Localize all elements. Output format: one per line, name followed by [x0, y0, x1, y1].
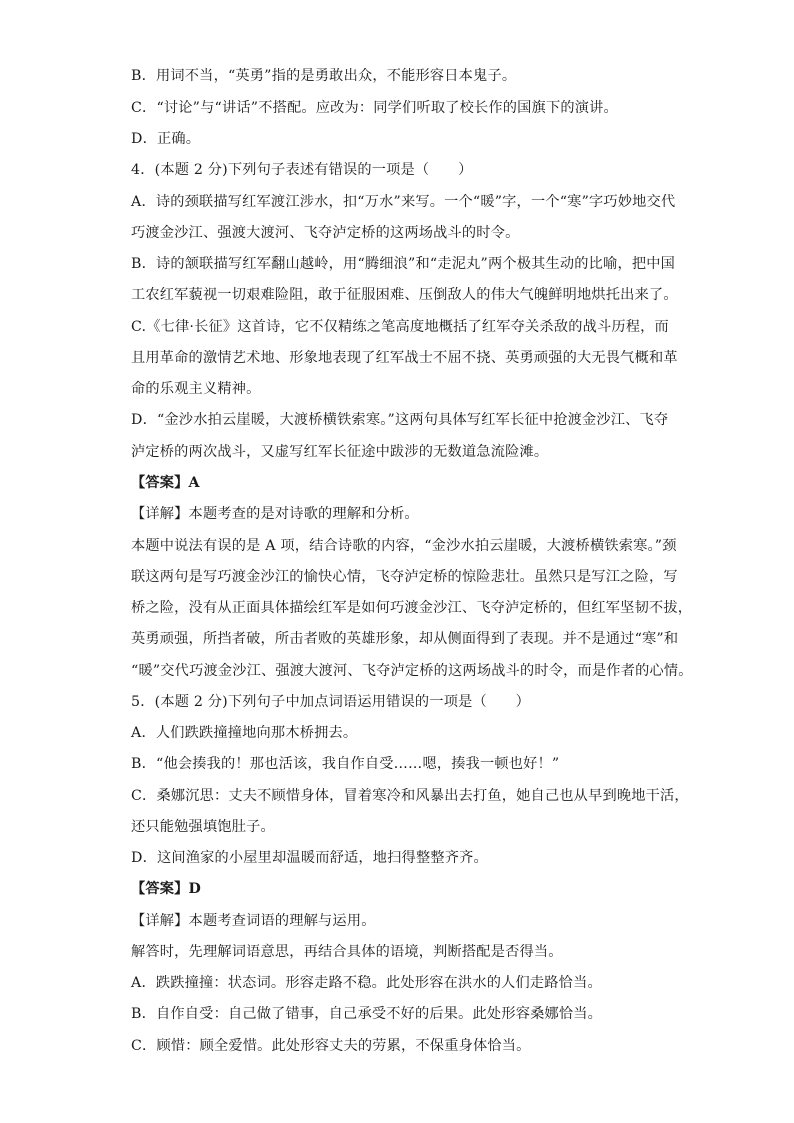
q4-explanation-line-1: 本题中说法有误的是 A 项，结合诗歌的内容，“金沙水拍云崖暖，大渡桥横铁索寒。”颈: [131, 538, 677, 554]
q5-explanation-heading: 【详解】本题考查词语的理解与运用。: [131, 913, 376, 929]
q5-explanation-b: B．自作自受：自己做了错事，自己承受不好的后果。此处形容桑娜恰当。: [131, 1006, 603, 1022]
q5-option-d: D．这间渔家的小屋里却温暖而舒适，地扫得整整齐齐。: [131, 850, 488, 866]
q5-option-b: B．“他会揍我的！那也活该，我自作自受……嗯，揍我一顿也好！”: [131, 756, 560, 772]
question-4-stem: 4．(本题 2 分)下列句子表述有错误的一项是（ ）: [131, 162, 473, 178]
q4-option-b-line-1: B．诗的颔联描写红军翻山越岭，用“腾细浪”和“走泥丸”两个极其生动的比喻，把中国: [131, 256, 676, 272]
option-b-explanation: B．用词不当，“英勇”指的是勇敢出众，不能形容日本鬼子。: [131, 68, 517, 84]
q4-option-c-line-3: 命的乐观主义精神。: [131, 381, 261, 397]
q4-answer: 【答案】A: [131, 475, 200, 491]
option-c-explanation: C．“讨论”与“讲话”不搭配。应改为：同学们听取了校长作的国旗下的演讲。: [131, 100, 618, 116]
q4-option-d-line-2: 泸定桥的两次战斗，又虚写红军长征途中跋涉的无数道急流险滩。: [131, 444, 549, 460]
q4-explanation-line-5: “暖”交代巧渡金沙江、强渡大渡河、飞夺泸定桥的这两场战斗的时令，而是作者的心情。: [131, 663, 693, 679]
q5-explanation-a: A．跌跌撞撞：状态词。形容走路不稳。此处形容在洪水的人们走路恰当。: [131, 975, 602, 991]
q4-option-a-line-1: A．诗的颈联描写红军渡江涉水，扣“万水”来写。一个“暖”字，一个“寒”字巧妙地交代: [131, 194, 676, 210]
question-5-stem: 5．(本题 2 分)下列句子中加点词语运用错误的一项是（ ）: [131, 694, 531, 710]
q4-option-c-line-2: 且用革命的激情艺术地、形象地表现了红军战士不屈不挠、英勇顽强的大无畏气概和革: [131, 350, 678, 366]
q4-option-b-line-2: 工农红军藐视一切艰难险阻，敢于征服困难、压倒敌人的伟大气魄鲜明地烘托出来了。: [131, 287, 678, 303]
q5-answer: 【答案】D: [131, 881, 202, 897]
q4-explanation-line-3: 桥之险，没有从正面具体描绘红军是如何巧渡金沙江、飞夺泸定桥的，但红军坚韧不拔，: [131, 600, 693, 616]
q4-option-d-line-1: D．“金沙水拍云崖暖，大渡桥横铁索寒。”这两句具体写红军长征中抢渡金沙江、飞夺: [131, 412, 669, 428]
q5-option-c-line-1: C．桑娜沉思：丈夫不顾惜身体，冒着寒冷和风暴出去打鱼，她自己也从早到晚地干活，: [131, 788, 689, 804]
q4-explanation-heading: 【详解】本题考查的是对诗歌的理解和分析。: [131, 506, 419, 522]
option-d-explanation: D．正确。: [131, 131, 201, 147]
q4-explanation-line-2: 联这两句是写巧渡金沙江的愉快心情，飞夺泸定桥的惊险悲壮。虽然只是写江之险，写: [131, 569, 678, 585]
q4-option-c-line-1: C.《七律·长征》这首诗，它不仅精练之笔高度地概括了红军夺关杀敌的战斗历程，而: [131, 319, 669, 335]
q5-explanation-line-1: 解答时，先理解词语意思，再结合具体的语境，判断搭配是否得当。: [131, 944, 563, 960]
q4-explanation-line-4: 英勇顽强，所挡者破，所击者败的英雄形象，却从侧面得到了表现。并不是通过“寒”和: [131, 631, 679, 647]
q4-option-a-line-2: 巧渡金沙江、强渡大渡河、飞夺泸定桥的这两场战斗的时令。: [131, 225, 520, 241]
q5-option-c-line-2: 还只能勉强填饱肚子。: [131, 819, 275, 835]
q5-explanation-c: C．顾惜：顾全爱惜。此处形容丈夫的劳累，不保重身体恰当。: [131, 1038, 531, 1054]
q5-option-a: A．人们跌跌撞撞地向那木桥拥去。: [131, 725, 358, 741]
